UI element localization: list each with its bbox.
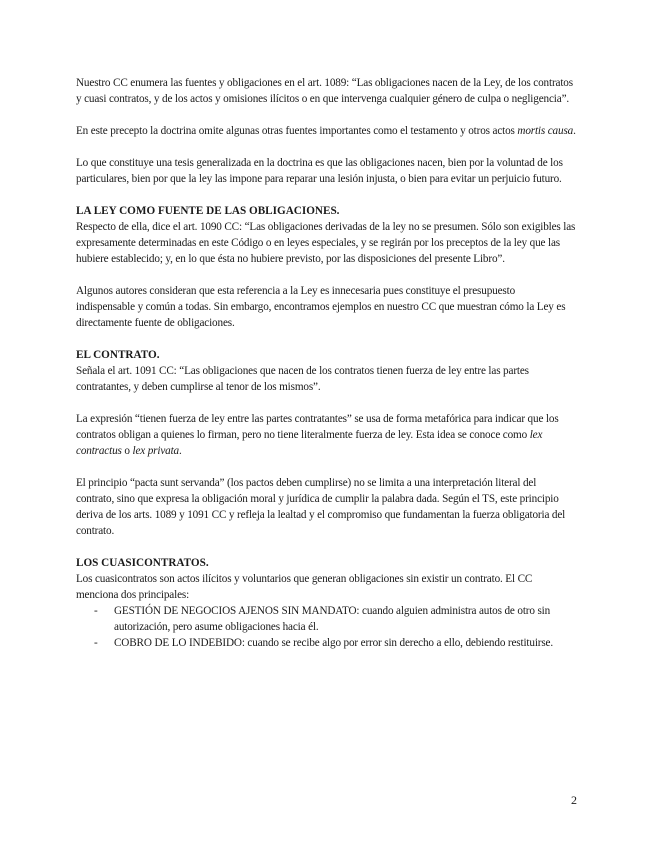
- intro-paragraph-2: [76, 123, 576, 139]
- list-item: [76, 603, 576, 635]
- section-heading-ley: LA LEY COMO FUENTE DE LAS OBLIGACIONES.: [76, 205, 340, 217]
- contrato-paragraph-2-mid: o: [121, 445, 133, 457]
- intro-paragraph-2-text: En este precepto la doctrina omite algunas otras fuentes importantes como el testamento y otros actos: [76, 125, 518, 137]
- lex-contractus-italic: lex contractus: [76, 429, 543, 457]
- intro-paragraph-3: Lo que constituye una tesis generalizada en la doctrina es que las obligaciones nacen, bien por la voluntad de los particulares, bien por que la ley las impone para reparar una lesión injusta, o bien para evitar un perjuicio futuro.: [76, 157, 563, 185]
- contrato-paragraph-3: El principio “pacta sunt servanda” (los pactos deben cumplirse) no se limita a una interpretación literal del contrato, sino que expresa la obligación moral y jurídica de cumplir la palabra dada. Según el TS, este principio deriva de los arts. 1089 y 1091 CC y refleja la lealtad y el compromiso que fundamentan la fuerza obligatoria del contrato.: [76, 477, 566, 537]
- cuasi-paragraph-1: Los cuasicontratos son actos ilícitos y voluntarios que generan obligaciones sin existir un contrato. El CC menciona dos principales:: [76, 573, 533, 601]
- list-item-text: GESTIÓN DE NEGOCIOS AJENOS SIN MANDATO: cuando alguien administra autos de otro sin autorización, pero asume obligaciones hacia él.: [114, 605, 551, 633]
- contrato-paragraph-2-text: La expresión “tienen fuerza de ley entre las partes contratantes” se usa de forma metafórica para indicar que los contratos obligan a quienes lo firman, pero no tiene literalmente fuerza de ley. Esta idea se conoce como: [76, 413, 559, 441]
- ley-paragraph-2: Algunos autores consideran que esta referencia a la Ley es innecesaria pues constituye el presupuesto indispensable y común a todas. Sin embargo, encontramos ejemplos en nuestro CC que muestran cómo la Ley es directamente fuente de obligaciones.: [76, 285, 566, 329]
- intro-paragraph-2-end: .: [573, 125, 576, 137]
- lex-privata-italic: lex privata: [132, 445, 179, 457]
- list-item: [76, 635, 576, 651]
- contrato-paragraph-2-end: .: [179, 445, 182, 457]
- section-heading-contrato: EL CONTRATO.: [76, 349, 160, 361]
- page-number: 2: [571, 793, 577, 807]
- section-heading-cuasicontratos: LOS CUASICONTRATOS.: [76, 557, 209, 569]
- cuasicontratos-list: [76, 603, 576, 651]
- list-item-text: COBRO DE LO INDEBIDO: cuando se recibe algo por error sin derecho a ello, debiendo restituirse.: [114, 637, 554, 649]
- intro-paragraph-1: Nuestro CC enumera las fuentes y obligaciones en el art. 1089: “Las obligaciones nacen de la Ley, de los contratos y cuasi contratos, y de los actos y omisiones ilícitos o en que intervenga cualquier género de culpa o negligencia”.: [76, 77, 573, 105]
- mortis-causa-italic: mortis causa: [517, 125, 574, 137]
- document-page: [76, 75, 576, 651]
- ley-paragraph-1: Respecto de ella, dice el art. 1090 CC: “Las obligaciones derivadas de la ley no se presumen. Sólo son exigibles las expresamente determinadas en este Código o en leyes especiales, y se regirán por los preceptos de la ley que las hubiere establecido; y, en lo que ésta no hubiere previsto, por las disposiciones del presente Libro”.: [76, 221, 576, 265]
- contrato-paragraph-2: [76, 411, 576, 459]
- list-dash: -: [94, 605, 98, 617]
- list-dash: -: [94, 637, 98, 649]
- contrato-paragraph-1: Señala el art. 1091 CC: “Las obligaciones que nacen de los contratos tienen fuerza de ley entre las partes contratantes, y deben cumplirse al tenor de los mismos”.: [76, 365, 529, 393]
